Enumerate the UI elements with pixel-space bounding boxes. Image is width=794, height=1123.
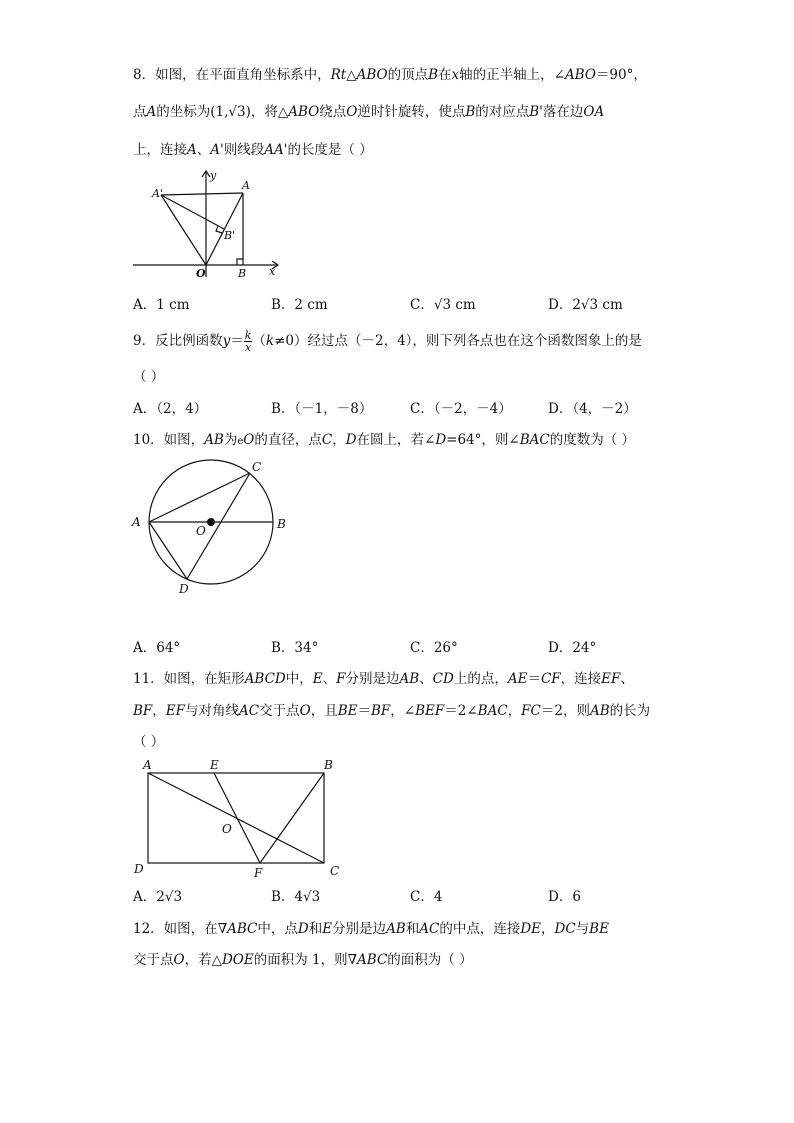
label-B: B (277, 517, 286, 531)
label-F: F (254, 866, 263, 880)
center-dot (207, 518, 215, 526)
label-C: C (252, 460, 262, 474)
label-A-prime: A' (152, 187, 163, 200)
label-C: C (330, 864, 340, 878)
q8-line-2: 点A的坐标为(1,√3)，将△ABO绕点O逆时针旋转，使点B的对应点B'落在边OA (133, 104, 605, 120)
fraction-k-over-x: $\frac{k}{x}$ (244, 329, 252, 354)
q11-line-3: （ ） (133, 734, 165, 750)
q9-option-b: B．（－1，－8） (271, 401, 373, 417)
q8-line-1: 8．如图，在平面直角坐标系中，Rt△ABO的顶点B在x轴的正半轴上，∠ABO＝90°， (133, 67, 647, 83)
label-A: A (132, 515, 141, 529)
label-E: E (210, 758, 219, 772)
q11-figure (130, 755, 350, 880)
label-y: y (210, 169, 217, 182)
q10-option-c: C．26° (410, 640, 458, 656)
q11-option-c: C．4 (410, 889, 443, 905)
q11-line-1: 11．如图，在矩形ABCD中，E、F分别是边AB、CD上的点，AE＝CF，连接EF、 (133, 671, 634, 687)
q12-line-1: 12．如图，在∇ABC中，点D和E分别是边AB和AC的中点，连接DE，DC与BE (133, 921, 609, 937)
q12-line-2: 交于点O，若△DOE的面积为 1，则∇ABC的面积为（ ） (133, 952, 473, 968)
q9-option-c: C．（－2，－4） (410, 401, 512, 417)
label-D: D (179, 582, 189, 596)
label-B-prime: B' (224, 229, 236, 242)
label-A: A (242, 179, 250, 192)
q8-option-a: A．1 cm (133, 297, 190, 313)
q8-option-b: B．2 cm (271, 297, 328, 313)
label-D: D (134, 862, 144, 876)
chord-AD (149, 522, 187, 579)
label-B: B (238, 267, 247, 280)
segment-AA-prime (161, 193, 243, 195)
q11-line-2: BF，EF与对角线AC交于点O，且BE＝BF，∠BEF＝2∠BAC，FC＝2，则AB的长为 (133, 703, 651, 719)
label-O: O (196, 524, 206, 538)
label-A: A (143, 758, 152, 772)
segment-BF (260, 773, 324, 863)
q10-option-b: B．34° (271, 640, 319, 656)
q9-line-2: （ ） (133, 369, 165, 385)
q8-option-c: C．√3 cm (410, 297, 476, 313)
q9-line-1: 9．反比例函数y＝ $\frac{k}{x}$ （k≠0）经过点（－2，4），则下列各点也在这个函数图象上的是 (133, 329, 642, 354)
label-B: B (324, 758, 333, 772)
q11-option-b: B．4√3 (271, 889, 321, 905)
q8-line-3: 上，连接A、A'则线段AA'的长度是（ ） (133, 142, 373, 158)
diagonal-AC (148, 773, 324, 863)
q9-option-a: A．（2，4） (133, 401, 208, 417)
right-angle-B (237, 259, 243, 265)
q8-option-d: D．2√3 cm (548, 297, 623, 313)
q11-option-d: D．6 (548, 889, 581, 905)
segment-OA-prime (161, 195, 206, 265)
q10-option-a: A．64° (133, 640, 181, 656)
segment-EF (214, 773, 260, 863)
q10-option-d: D．24° (548, 640, 597, 656)
q9-option-d: D．（4，－2） (548, 401, 637, 417)
label-x: x (269, 265, 276, 278)
q11-option-a: A．2√3 (133, 889, 183, 905)
q10-figure (128, 455, 298, 600)
q10-line-1: 10．如图，AB为eO的直径，点C，D在圆上，若∠D=64°，则∠BAC的度数为（ ） (133, 432, 636, 448)
label-O: O (222, 822, 232, 836)
q8-figure (128, 165, 288, 280)
label-O: O (196, 267, 206, 280)
segment-A-prime-B-prime (161, 195, 224, 229)
